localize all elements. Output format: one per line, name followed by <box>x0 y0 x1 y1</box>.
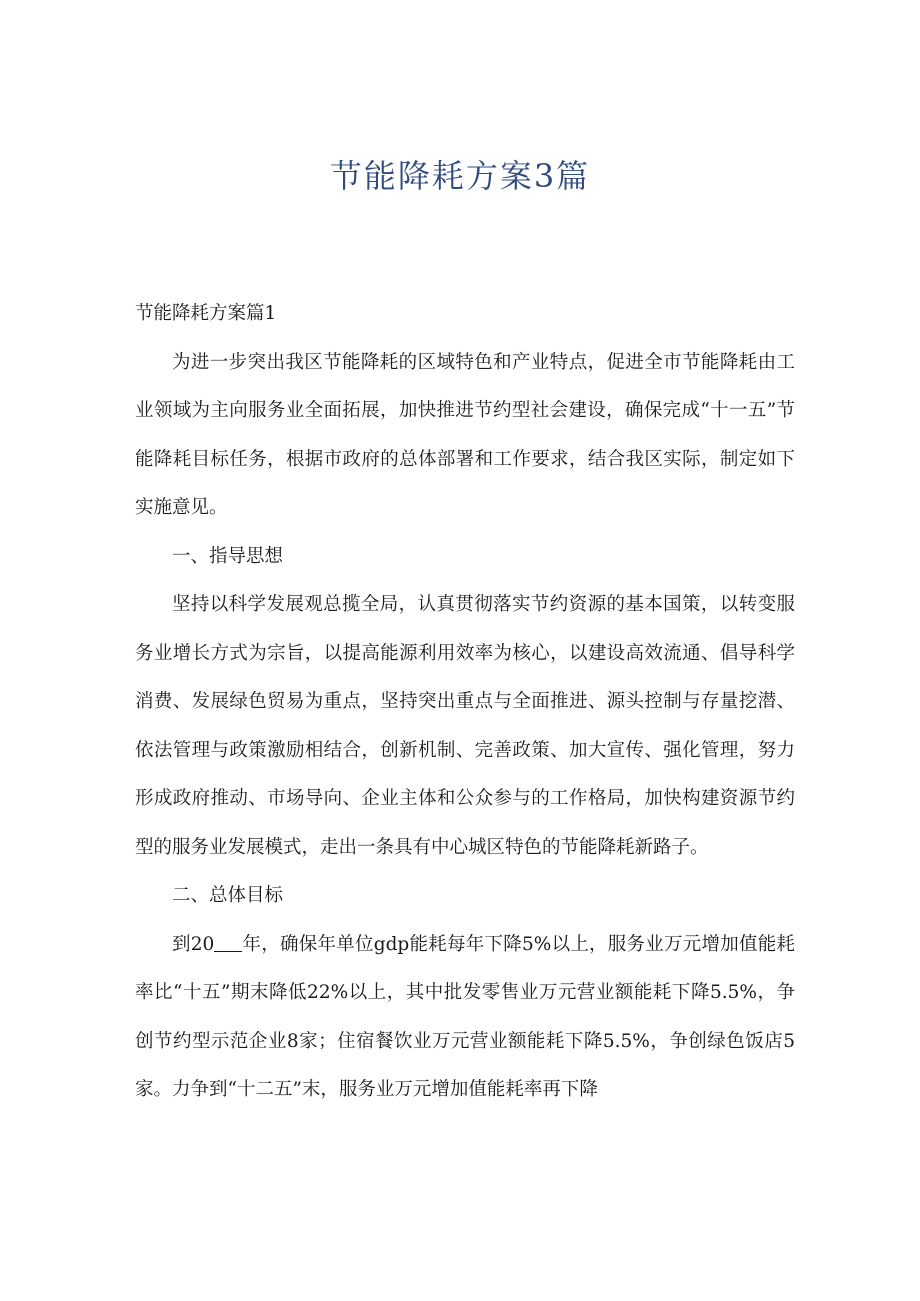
goal-prefix: 到20 <box>172 933 215 955</box>
guiding-paragraph: 坚持以科学发展观总揽全局，认真贯彻落实节约资源的基本国策，以转变服务业增长方式为宗旨，以提高能源利用效率为核心，以建设高效流通、倡导科学消费、发展绿色贸易为重点，坚持突出重点与全面推进、源头控制与存量挖潜、依法管理与政策激励相结合，创新机制、完善政策、加大宣传、强化管理，努力形成政府推动、市场导向、企业主体和公众参与的工作格局，加快构建资源节约型的服务业发展模式，走出一条具有中心城区特色的节能降耗新路子。 <box>135 594 795 858</box>
document-title: 节能降耗方案3篇 <box>329 157 591 195</box>
goal-text: 年，确保年单位gdp能耗每年下降5%以上，服务业万元增加值能耗率比“十五”期末降低22%以上，其中批发零售业万元营业额能耗下降5.5%，争创节约型示范企业8家；住宿餐饮业万元营业额能耗下降5.5%，争创绿色饭店5家。力争到“十二五”末，服务业万元增加值能耗率再下降 <box>135 933 795 1100</box>
heading-guiding-thought: 一、指导思想 <box>172 545 284 567</box>
document-body <box>135 290 795 1115</box>
heading-overall-goal: 二、总体目标 <box>172 885 284 906</box>
section-label: 节能降耗方案篇1 <box>135 303 277 324</box>
year-blank <box>214 933 242 952</box>
intro-paragraph: 为进一步突出我区节能降耗的区域特色和产业特点，促进全市节能降耗由工业领域为主向服务业全面拓展，加快推进节约型社会建设，确保完成“十一五”节能降耗目标任务，根据市政府的总体部署和工作要求，结合我区实际，制定如下实施意见。 <box>135 351 795 518</box>
goal-paragraph <box>135 921 795 1115</box>
